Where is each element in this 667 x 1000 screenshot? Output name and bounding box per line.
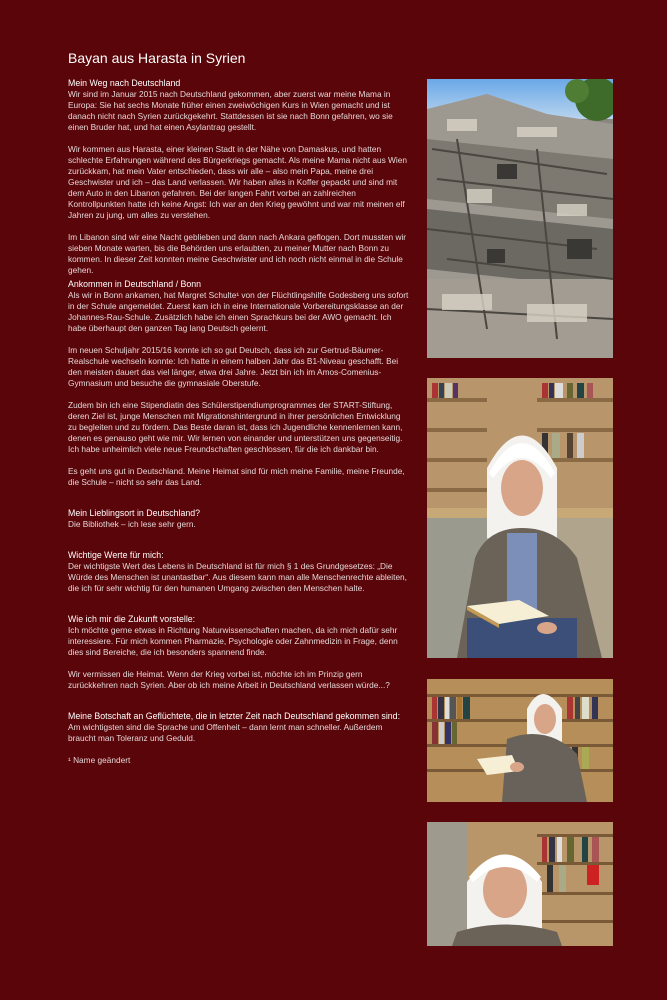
paragraph: Im Libanon sind wir eine Nacht geblieben und dann nach Ankara geflogen. Dort mussten wir sieben Monate warten, bis die Behörden uns erlaubten, zu meiner Mutter nach Bonn zu kommen. In dieser Zeit konnten meine Geschwister und ich noch nicht einmal in die Schule gehen. — [68, 232, 407, 275]
paragraph: Ich möchte gerne etwas in Richtung Naturwissenschaften machen, da ich mich dafür sehr interessiere. Für mich kommen Pharmazie, Psychologie oder Zahnmedizin in Frage, denn dies sind Bereiche, die ich besonders spannend finde. — [68, 625, 398, 657]
paragraph: Am wichtigsten sind die Sprache und Offenheit – dann lernt man schneller. Außerdem braucht man Toleranz und Geduld. — [68, 722, 383, 743]
photo-ruins — [427, 79, 613, 358]
section-heading-zukunft: Wie ich mir die Zukunft vorstelle: — [68, 614, 196, 624]
text-column — [68, 78, 410, 777]
section-heading-werte: Wichtige Werte für mich: — [68, 550, 164, 560]
paragraph: Im neuen Schuljahr 2015/16 konnte ich so gut Deutsch, dass ich zur Gertrud-Bäumer-Realschule wechseln konnte: Ich hatte in einem halben Jahr das B1-Niveau geschafft. Bei den meisten dauert das viel länger, etwa drei Jahre. Jetzt bin ich im Amos-Comenius-Gymnasium und besuche die gymnasiale Oberstufe. — [68, 345, 399, 388]
section-heading-ankommen: Ankommen in Deutschland / Bonn — [68, 279, 202, 289]
page-title: Bayan aus Harasta in Syrien — [68, 50, 246, 66]
paragraph: Es geht uns gut in Deutschland. Meine Heimat sind für mich meine Familie, meine Freunde, die Schule – nicht so sehr das Land. — [68, 466, 405, 487]
paragraph: Wir kommen aus Harasta, einer kleinen Stadt in der Nähe von Damaskus, und hatten schlechte Erfahrungen während des Bürgerkriegs gemacht. Als meine Mama nicht aus Wien zurückkam, hat mein Vater entschieden, dass wir alle – also mein Papa, meine drei Geschwister und ich – das Land verlassen. Wir haben alles in Koffer gepackt und sind mit dem Auto in den Libanon gefahren. Bei der langen Fahrt vorbei an zahlreichen Kontrollpunkten hatte ich keine Angst: Ich war an den Krieg gewöhnt und war mit meinen elf Jahren zu jung, um alles zu verstehen. — [68, 144, 407, 220]
paragraph: Der wichtigste Wert des Lebens in Deutschland ist für mich § 1 des Grundgesetzes: „Die Würde des Menschen ist unantastbar“. Aus diesem kann man alle Menschenrechte ableiten, die ich für sehr wichtig für den humanen Umgang zwischen den Menschen halte. — [68, 561, 407, 593]
paragraph: Wir sind im Januar 2015 nach Deutschland gekommen, aber zuerst war meine Mama in Europa: Sie hat sechs Monate früher einen zweiwöchigen Kurs in Wien gemacht und ist danach nicht nach Syrien zurückgekehrt. Stattdessen ist sie nach Bonn gefahren, wo sie einen Bruder hat, und hat einen Asylantrag gestellt. — [68, 89, 393, 132]
paragraph: Als wir in Bonn ankamen, hat Margret Schulte¹ von der Flüchtlingshilfe Godesberg uns sofort in der Schule angemeldet. Zuerst kam ich in eine Internationale Vorbereitungsklasse an der Johannes-Rau-Schule. Zusätzlich habe ich einen Sprachkurs bei der AWO gemacht. Ich habe überhaupt den ganzen Tag lang Deutsch gelernt. — [68, 290, 409, 333]
photo-library-side — [427, 679, 613, 802]
footnote: ¹ Name geändert — [68, 755, 131, 765]
paragraph: Wir vermissen die Heimat. Wenn der Krieg vorbei ist, möchte ich im Prinzip gern zurückkehren nach Syrien. Aber ob ich meine Arbeit in Deutschland verlassen würde...? — [68, 669, 390, 690]
section-heading-botschaft: Meine Botschaft an Geflüchtete, die in letzter Zeit nach Deutschland gekommen sind: — [68, 711, 401, 721]
photo-reading-library — [427, 378, 613, 658]
paragraph: Die Bibliothek – ich lese sehr gern. — [68, 519, 196, 529]
photo-library-portrait — [427, 822, 613, 946]
paragraph: Zudem bin ich eine Stipendiatin des Schülerstipendiumprogrammes der START-Stiftung, deren Ziel ist, junge Menschen mit Migrationshintergrund in ihrer persönlichen Entwicklung zu begleiten und zu fördern. Das Beste daran ist, dass ich Jugendliche kennenlernen kann, denen es genauso geht wie mir. Wir lernen von einander und unterstützen uns gegenseitig. Ich habe unheimlich viele neue Freundschaften geschlossen, für die ich dankbar bin. — [68, 400, 403, 454]
section-heading-weg: Mein Weg nach Deutschland — [68, 78, 181, 88]
section-heading-lieblingsort: Mein Lieblingsort in Deutschland? — [68, 508, 201, 518]
